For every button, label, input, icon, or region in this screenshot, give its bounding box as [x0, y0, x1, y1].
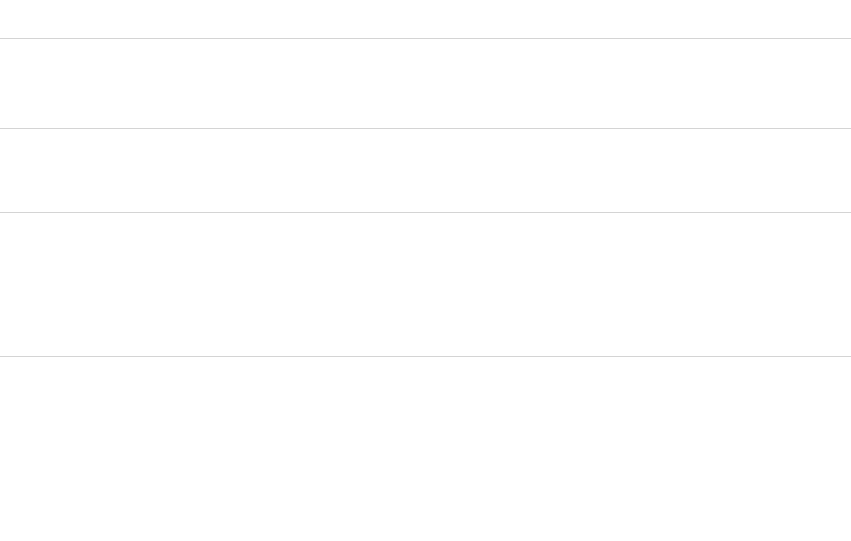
- track-divider: [0, 38, 851, 39]
- track-divider: [0, 356, 851, 357]
- track-divider: [0, 212, 851, 213]
- track-divider: [0, 128, 851, 129]
